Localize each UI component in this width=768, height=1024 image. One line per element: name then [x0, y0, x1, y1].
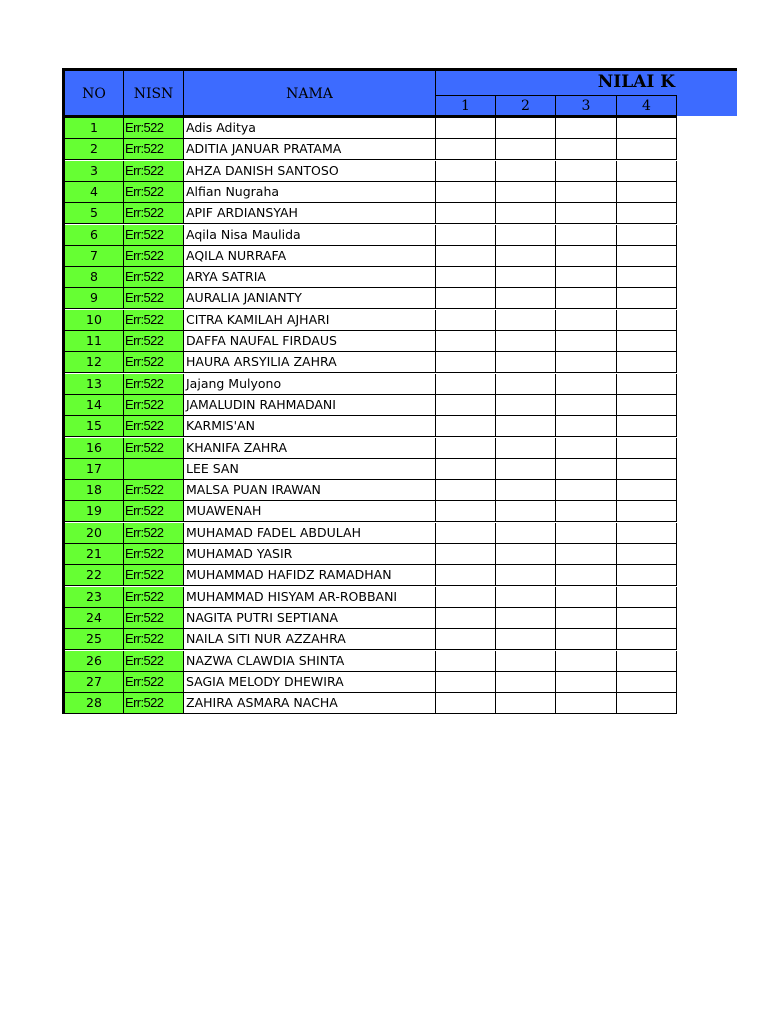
header-score-4[interactable]: 4	[617, 95, 677, 116]
cell-score-4[interactable]	[617, 651, 677, 672]
cell-nisn[interactable]: Err:522	[124, 288, 184, 309]
cell-nama[interactable]: ZAHIRA ASMARA NACHA	[184, 693, 436, 714]
cell-nama[interactable]: APIF ARDIANSYAH	[184, 203, 436, 224]
cell-score-3[interactable]	[556, 438, 617, 459]
cell-no[interactable]: 27	[65, 672, 124, 693]
cell-score-4[interactable]	[617, 203, 677, 224]
cell-score-3[interactable]	[556, 374, 617, 395]
table-row	[65, 672, 677, 693]
cell-score-1[interactable]	[436, 523, 496, 544]
cell-no[interactable]: 5	[65, 203, 124, 224]
table-row	[65, 587, 677, 608]
table-row	[65, 288, 677, 309]
cell-score-3[interactable]	[556, 416, 617, 437]
cell-nama[interactable]: LEE SAN	[184, 459, 436, 480]
cell-score-1[interactable]	[436, 118, 496, 139]
cell-nisn[interactable]: Err:522	[124, 161, 184, 182]
cell-score-2[interactable]	[496, 459, 556, 480]
cell-score-2[interactable]	[496, 246, 556, 267]
cell-nama[interactable]: NAGITA PUTRI SEPTIANA	[184, 608, 436, 629]
cell-no[interactable]: 12	[65, 352, 124, 373]
cell-score-2[interactable]	[496, 267, 556, 288]
cell-no[interactable]: 28	[65, 693, 124, 714]
cell-nisn[interactable]: Err:522	[124, 118, 184, 139]
cell-score-2[interactable]	[496, 629, 556, 650]
cell-no[interactable]: 20	[65, 523, 124, 544]
cell-nama[interactable]: JAMALUDIN RAHMADANI	[184, 395, 436, 416]
cell-nisn[interactable]: Err:522	[124, 544, 184, 565]
cell-score-1[interactable]	[436, 608, 496, 629]
cell-score-2[interactable]	[496, 693, 556, 714]
header-score-3[interactable]: 3	[556, 95, 617, 116]
cell-nama[interactable]: NAZWA CLAWDIA SHINTA	[184, 651, 436, 672]
cell-score-3[interactable]	[556, 459, 617, 480]
table-row	[65, 544, 677, 565]
cell-nama[interactable]: Alfian Nugraha	[184, 182, 436, 203]
cell-nisn[interactable]: Err:522	[124, 672, 184, 693]
cell-score-1[interactable]	[436, 672, 496, 693]
cell-no[interactable]: 19	[65, 501, 124, 522]
header-nisn[interactable]: NISN	[124, 71, 184, 116]
cell-score-3[interactable]	[556, 331, 617, 352]
cell-no[interactable]: 11	[65, 331, 124, 352]
cell-nama[interactable]: MUHAMAD FADEL ABDULAH	[184, 523, 436, 544]
cell-nama[interactable]: KHANIFA ZAHRA	[184, 438, 436, 459]
cell-nama[interactable]: Adis Aditya	[184, 118, 436, 139]
cell-score-2[interactable]	[496, 651, 556, 672]
cell-score-1[interactable]	[436, 139, 496, 160]
cell-nisn[interactable]: Err:522	[124, 438, 184, 459]
cell-nama[interactable]: NAILA SITI NUR AZZAHRA	[184, 629, 436, 650]
cell-score-1[interactable]	[436, 416, 496, 437]
cell-nisn[interactable]: Err:522	[124, 139, 184, 160]
cell-score-2[interactable]	[496, 565, 556, 586]
cell-score-1[interactable]	[436, 352, 496, 373]
cell-score-4[interactable]	[617, 331, 677, 352]
table-row	[65, 331, 677, 352]
cell-score-2[interactable]	[496, 288, 556, 309]
cell-score-1[interactable]	[436, 501, 496, 522]
cell-score-3[interactable]	[556, 672, 617, 693]
cell-nama[interactable]: KARMIS'AN	[184, 416, 436, 437]
cell-nisn[interactable]: Err:522	[124, 480, 184, 501]
cell-nama[interactable]: MUHAMMAD HAFIDZ RAMADHAN	[184, 565, 436, 586]
cell-nisn[interactable]: Err:522	[124, 267, 184, 288]
table-row	[65, 118, 677, 139]
cell-no[interactable]: 8	[65, 267, 124, 288]
table-row	[65, 565, 677, 586]
cell-score-3[interactable]	[556, 587, 617, 608]
cell-score-1[interactable]	[436, 480, 496, 501]
cell-score-1[interactable]	[436, 651, 496, 672]
cell-no[interactable]: 25	[65, 629, 124, 650]
cell-nisn[interactable]: Err:522	[124, 608, 184, 629]
cell-nisn[interactable]: Err:522	[124, 310, 184, 331]
cell-no[interactable]: 13	[65, 374, 124, 395]
cell-nama[interactable]: DAFFA NAUFAL FIRDAUS	[184, 331, 436, 352]
cell-no[interactable]: 26	[65, 651, 124, 672]
cell-score-3[interactable]	[556, 501, 617, 522]
cell-score-3[interactable]	[556, 225, 617, 246]
table-row	[65, 416, 677, 437]
cell-nisn[interactable]: Err:522	[124, 395, 184, 416]
cell-score-1[interactable]	[436, 267, 496, 288]
cell-score-4[interactable]	[617, 310, 677, 331]
table-row	[65, 480, 677, 501]
cell-score-4[interactable]	[617, 629, 677, 650]
table-row	[65, 182, 677, 203]
cell-score-2[interactable]	[496, 182, 556, 203]
cell-score-4[interactable]	[617, 608, 677, 629]
cell-score-2[interactable]	[496, 501, 556, 522]
cell-score-4[interactable]	[617, 672, 677, 693]
cell-no[interactable]: 24	[65, 608, 124, 629]
cell-nama[interactable]: AURALIA JANIANTY	[184, 288, 436, 309]
cell-score-3[interactable]	[556, 203, 617, 224]
cell-score-3[interactable]	[556, 352, 617, 373]
cell-score-1[interactable]	[436, 438, 496, 459]
table-row	[65, 608, 677, 629]
cell-score-4[interactable]	[617, 225, 677, 246]
cell-nisn[interactable]: Err:522	[124, 629, 184, 650]
header-score-2[interactable]: 2	[496, 95, 556, 116]
cell-score-1[interactable]	[436, 225, 496, 246]
table-row	[65, 651, 677, 672]
cell-nama[interactable]: Aqila Nisa Maulida	[184, 225, 436, 246]
cell-score-2[interactable]	[496, 608, 556, 629]
table-row	[65, 161, 677, 182]
cell-nama[interactable]: MUHAMAD YASIR	[184, 544, 436, 565]
cell-nisn[interactable]: Err:522	[124, 374, 184, 395]
cell-score-2[interactable]	[496, 480, 556, 501]
cell-nama[interactable]: HAURA ARSYILIA ZAHRA	[184, 352, 436, 373]
cell-nama[interactable]: Jajang Mulyono	[184, 374, 436, 395]
cell-nisn[interactable]: Err:522	[124, 225, 184, 246]
cell-nama[interactable]: AHZA DANISH SANTOSO	[184, 161, 436, 182]
cell-score-2[interactable]	[496, 544, 556, 565]
table-row	[65, 459, 677, 480]
cell-nama[interactable]: ARYA SATRIA	[184, 267, 436, 288]
cell-score-3[interactable]	[556, 480, 617, 501]
cell-no[interactable]: 1	[65, 118, 124, 139]
cell-nisn[interactable]: Err:522	[124, 501, 184, 522]
cell-score-1[interactable]	[436, 310, 496, 331]
table-row	[65, 310, 677, 331]
cell-nisn[interactable]: Err:522	[124, 416, 184, 437]
cell-score-1[interactable]	[436, 587, 496, 608]
cell-score-2[interactable]	[496, 672, 556, 693]
cell-no[interactable]: 9	[65, 288, 124, 309]
table-row	[65, 267, 677, 288]
cell-score-4[interactable]	[617, 288, 677, 309]
cell-score-1[interactable]	[436, 203, 496, 224]
cell-nisn[interactable]: Err:522	[124, 352, 184, 373]
table-row	[65, 629, 677, 650]
cell-score-1[interactable]	[436, 331, 496, 352]
cell-score-2[interactable]	[496, 374, 556, 395]
header-no[interactable]: NO	[65, 71, 124, 116]
cell-no[interactable]: 10	[65, 310, 124, 331]
cell-score-3[interactable]	[556, 395, 617, 416]
cell-score-1[interactable]	[436, 288, 496, 309]
cell-score-1[interactable]	[436, 374, 496, 395]
cell-no[interactable]: 3	[65, 161, 124, 182]
cell-nama[interactable]: MUAWENAH	[184, 501, 436, 522]
cell-score-4[interactable]	[617, 374, 677, 395]
cell-no[interactable]: 15	[65, 416, 124, 437]
table-row	[65, 395, 677, 416]
cell-nisn[interactable]: Err:522	[124, 651, 184, 672]
cell-score-2[interactable]	[496, 225, 556, 246]
cell-score-1[interactable]	[436, 565, 496, 586]
cell-score-4[interactable]	[617, 416, 677, 437]
cell-score-4[interactable]	[617, 587, 677, 608]
cell-score-3[interactable]	[556, 161, 617, 182]
cell-score-2[interactable]	[496, 331, 556, 352]
cell-score-3[interactable]	[556, 139, 617, 160]
cell-score-4[interactable]	[617, 139, 677, 160]
cell-nisn[interactable]: Err:522	[124, 587, 184, 608]
cell-score-3[interactable]	[556, 288, 617, 309]
cell-nama[interactable]: MALSA PUAN IRAWAN	[184, 480, 436, 501]
cell-score-4[interactable]	[617, 246, 677, 267]
table-row	[65, 203, 677, 224]
cell-nama[interactable]: AQILA NURRAFA	[184, 246, 436, 267]
table-row	[65, 139, 677, 160]
cell-score-2[interactable]	[496, 352, 556, 373]
cell-nisn[interactable]: Err:522	[124, 565, 184, 586]
cell-score-4[interactable]	[617, 480, 677, 501]
cell-no[interactable]: 14	[65, 395, 124, 416]
cell-score-1[interactable]	[436, 246, 496, 267]
cell-nama[interactable]: SAGIA MELODY DHEWIRA	[184, 672, 436, 693]
cell-score-2[interactable]	[496, 161, 556, 182]
cell-score-3[interactable]	[556, 523, 617, 544]
cell-score-1[interactable]	[436, 544, 496, 565]
cell-nisn[interactable]	[124, 459, 184, 480]
cell-score-3[interactable]	[556, 246, 617, 267]
cell-nisn[interactable]: Err:522	[124, 331, 184, 352]
cell-no[interactable]: 23	[65, 587, 124, 608]
header-score-1[interactable]: 1	[436, 95, 496, 116]
cell-score-1[interactable]	[436, 629, 496, 650]
cell-score-3[interactable]	[556, 118, 617, 139]
cell-score-4[interactable]	[617, 565, 677, 586]
cell-nisn[interactable]: Err:522	[124, 523, 184, 544]
cell-score-4[interactable]	[617, 523, 677, 544]
cell-score-2[interactable]	[496, 523, 556, 544]
cell-score-2[interactable]	[496, 395, 556, 416]
cell-score-3[interactable]	[556, 629, 617, 650]
cell-nisn[interactable]: Err:522	[124, 203, 184, 224]
cell-score-2[interactable]	[496, 438, 556, 459]
cell-score-3[interactable]	[556, 267, 617, 288]
cell-no[interactable]: 16	[65, 438, 124, 459]
cell-score-4[interactable]	[617, 182, 677, 203]
cell-score-2[interactable]	[496, 203, 556, 224]
cell-score-4[interactable]	[617, 501, 677, 522]
cell-nama[interactable]: MUHAMMAD HISYAM AR-ROBBANI	[184, 587, 436, 608]
cell-score-2[interactable]	[496, 587, 556, 608]
cell-no[interactable]: 2	[65, 139, 124, 160]
cell-nisn[interactable]: Err:522	[124, 693, 184, 714]
table-row	[65, 246, 677, 267]
cell-no[interactable]: 18	[65, 480, 124, 501]
cell-score-1[interactable]	[436, 182, 496, 203]
cell-no[interactable]: 21	[65, 544, 124, 565]
table-row	[65, 225, 677, 246]
cell-score-3[interactable]	[556, 693, 617, 714]
cell-score-3[interactable]	[556, 565, 617, 586]
cell-score-4[interactable]	[617, 161, 677, 182]
cell-score-1[interactable]	[436, 459, 496, 480]
cell-score-3[interactable]	[556, 182, 617, 203]
cell-score-4[interactable]	[617, 459, 677, 480]
cell-score-4[interactable]	[617, 352, 677, 373]
cell-score-3[interactable]	[556, 544, 617, 565]
cell-score-4[interactable]	[617, 267, 677, 288]
cell-score-4[interactable]	[617, 395, 677, 416]
table-row	[65, 352, 677, 373]
cell-score-3[interactable]	[556, 651, 617, 672]
cell-score-3[interactable]	[556, 608, 617, 629]
nilai-title: NILAI K	[597, 72, 675, 92]
table-row	[65, 438, 677, 459]
cell-nisn[interactable]: Err:522	[124, 182, 184, 203]
cell-score-4[interactable]	[617, 438, 677, 459]
header-nama[interactable]: NAMA	[184, 71, 436, 116]
table-row	[65, 693, 677, 714]
cell-no[interactable]: 17	[65, 459, 124, 480]
cell-score-2[interactable]	[496, 416, 556, 437]
cell-score-4[interactable]	[617, 544, 677, 565]
table-row	[65, 501, 677, 522]
cell-score-2[interactable]	[496, 310, 556, 331]
cell-score-1[interactable]	[436, 395, 496, 416]
cell-score-4[interactable]	[617, 693, 677, 714]
cell-score-1[interactable]	[436, 161, 496, 182]
cell-nama[interactable]: CITRA KAMILAH AJHARI	[184, 310, 436, 331]
cell-no[interactable]: 4	[65, 182, 124, 203]
table-row	[65, 523, 677, 544]
cell-no[interactable]: 22	[65, 565, 124, 586]
cell-score-4[interactable]	[617, 118, 677, 139]
cell-score-2[interactable]	[496, 118, 556, 139]
cell-score-2[interactable]	[496, 139, 556, 160]
cell-score-1[interactable]	[436, 693, 496, 714]
cell-no[interactable]: 7	[65, 246, 124, 267]
table-row	[65, 374, 677, 395]
table-top-border	[62, 68, 737, 71]
cell-nama[interactable]: ADITIA JANUAR PRATAMA	[184, 139, 436, 160]
cell-score-3[interactable]	[556, 310, 617, 331]
cell-no[interactable]: 6	[65, 225, 124, 246]
cell-nisn[interactable]: Err:522	[124, 246, 184, 267]
